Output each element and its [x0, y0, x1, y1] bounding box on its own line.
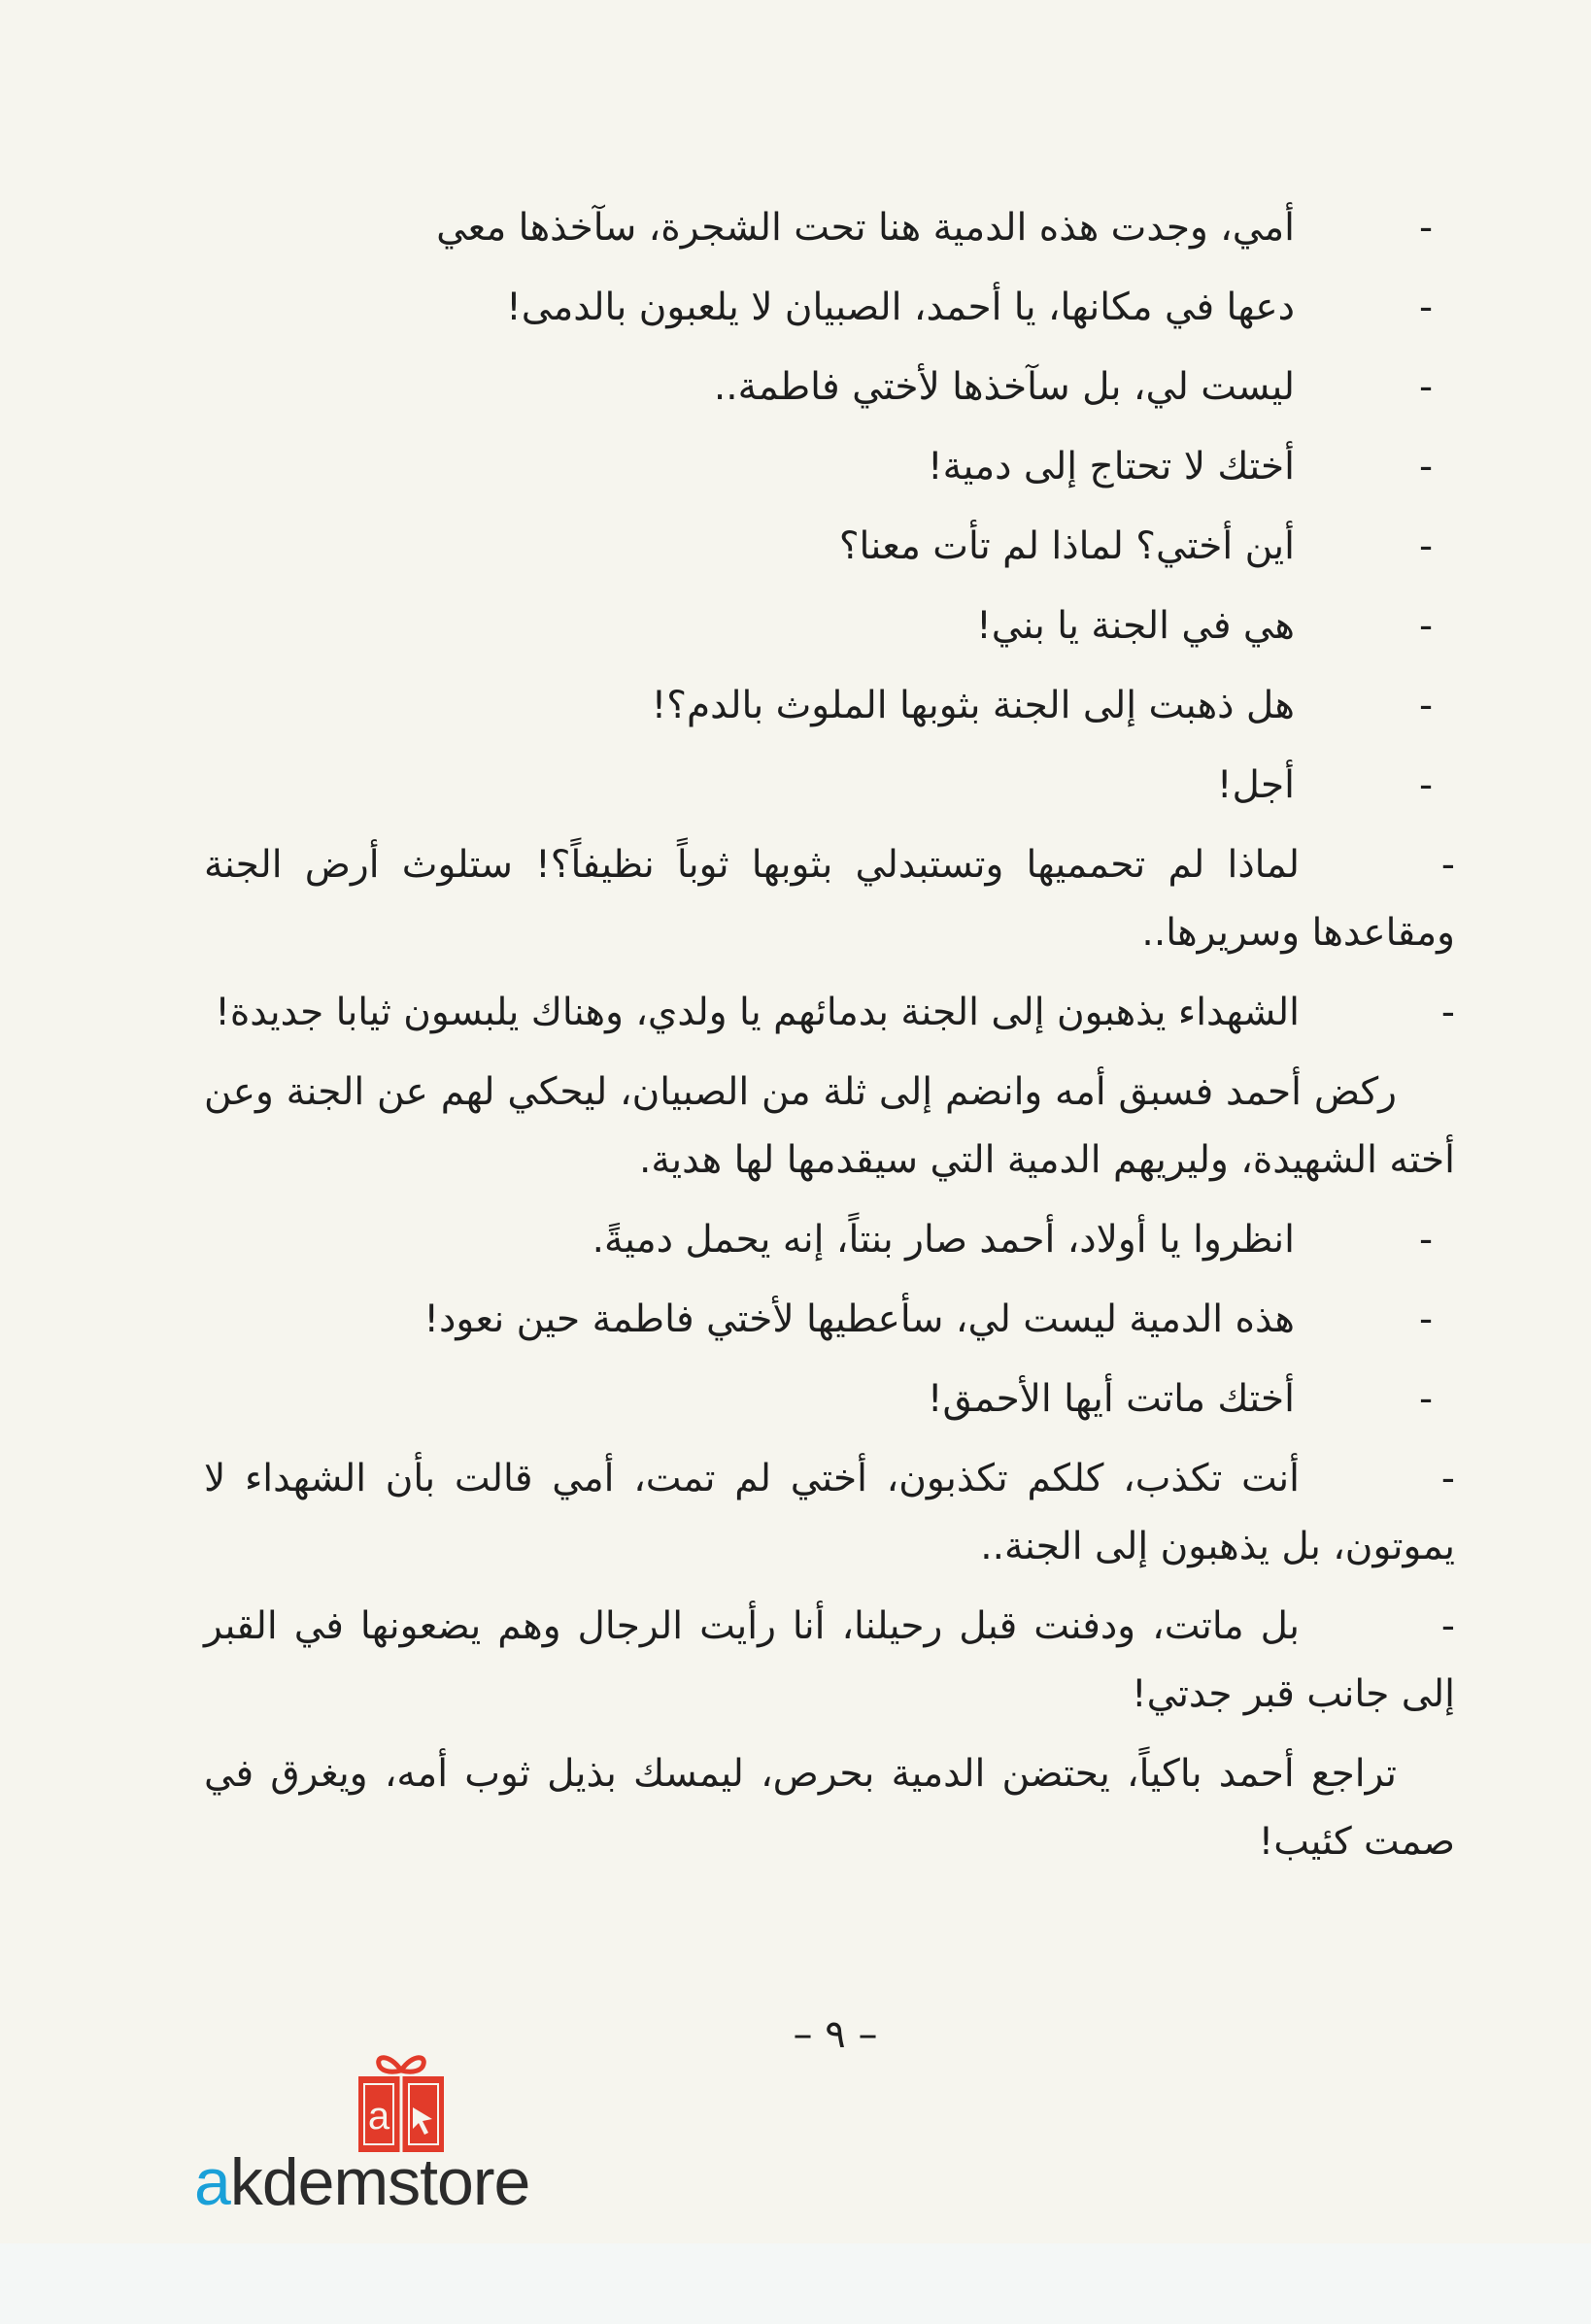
dialogue-line — [204, 752, 1455, 820]
dialogue-text: دعها في مكانها، يا أحمد، الصبيان لا يلعبون بالدمى! — [506, 286, 1295, 329]
dialogue-text: أمي، وجدت هذه الدمية هنا تحت الشجرة، سآخذها معي — [436, 206, 1295, 250]
dialogue-text: لماذا لم تحمميها وتستبدلي بثوبها ثوباً نظيفاً؟! ستلوث أرض الجنة ومقاعدها وسريرها.. — [204, 843, 1455, 955]
dialogue-line — [204, 194, 1455, 262]
dialogue-line — [204, 831, 1455, 967]
dialogue-text: أجل! — [1216, 763, 1295, 807]
logo-icon-letter: a — [367, 2095, 390, 2138]
dialogue-text: بل ماتت، ودفنت قبل رحيلنا، أنا رأيت الرجال وهم يضعونها في القبر إلى جانب قبر جدتي! — [204, 1604, 1455, 1716]
dialogue-dash: - — [1418, 524, 1434, 568]
dialogue-text: أنت تكذب، كلكم تكذبون، أختي لم تمت، أمي قالت بأن الشهداء لا يموتون، بل يذهبون إلى الجنة.. — [204, 1457, 1455, 1568]
dialogue-dash: - — [1418, 206, 1434, 250]
dialogue-text: ليست لي، بل سآخذها لأختي فاطمة.. — [713, 365, 1295, 409]
dialogue-text: هي في الجنة يا بني! — [976, 604, 1295, 648]
narration-paragraph: تراجع أحمد باكياً، يحتضن الدمية بحرص، ليمسك بذيل ثوب أمه، ويغرق في صمت كئيب! — [204, 1752, 1455, 1864]
narration-paragraph: ركض أحمد فسبق أمه وانضم إلى ثلة من الصبيان، ليحكي لهم عن الجنة وعن أخته الشهيدة، وليريهم الدمية التي سيقدمها لها هدية. — [204, 1070, 1455, 1182]
dialogue-text: أختك ماتت أيها الأحمق! — [927, 1377, 1295, 1421]
logo-wordmark-rest: kdemstore — [229, 2145, 530, 2219]
dialogue-dash: - — [1418, 1297, 1434, 1341]
dialogue-text: انظروا يا أولاد، أحمد صار بنتاً، إنه يحمل دميةً. — [592, 1218, 1295, 1262]
dialogue-text: هذه الدمية ليست لي، سأعطيها لأختي فاطمة حين نعود! — [423, 1297, 1295, 1341]
dialogue-dash: - — [1418, 286, 1434, 329]
dialogue-line — [204, 1206, 1455, 1274]
dialogue-line — [204, 592, 1455, 660]
dialogue-dash: - — [1418, 684, 1434, 727]
story-text — [204, 194, 1455, 1888]
gift-book-icon — [355, 2049, 448, 2156]
dialogue-text: أين أختي؟ لماذا لم تأت معنا؟ — [838, 524, 1295, 568]
dialogue-dash: - — [1440, 991, 1455, 1034]
logo-wordmark — [194, 2144, 612, 2220]
dialogue-dash: - — [1418, 365, 1434, 409]
dialogue-line — [204, 1445, 1455, 1581]
dialogue-line — [204, 513, 1455, 581]
dialogue-dash: - — [1418, 604, 1434, 648]
logo-wordmark-accent: a — [194, 2145, 230, 2219]
dialogue-text: الشهداء يذهبون إلى الجنة بدمائهم يا ولدي، وهناك يلبسون ثيابا جديدة! — [215, 991, 1300, 1034]
dialogue-line — [204, 672, 1455, 740]
dialogue-line — [204, 433, 1455, 501]
dialogue-line — [204, 354, 1455, 421]
dialogue-line — [204, 274, 1455, 342]
dialogue-line — [204, 979, 1455, 1047]
dialogue-text: هل ذهبت إلى الجنة بثوبها الملوث بالدم؟! — [651, 684, 1295, 727]
dialogue-dash: - — [1418, 1218, 1434, 1262]
dialogue-line — [204, 1365, 1455, 1433]
dialogue-dash: - — [1440, 843, 1455, 887]
store-logo — [194, 2039, 612, 2219]
dialogue-line — [204, 1286, 1455, 1354]
page-bottom-band — [0, 2243, 1591, 2324]
dialogue-line — [204, 1593, 1455, 1729]
dialogue-dash: - — [1440, 1604, 1455, 1648]
dialogue-dash: - — [1418, 445, 1434, 488]
dialogue-dash: - — [1418, 763, 1434, 807]
page-number: – ٩ – — [793, 2012, 878, 2057]
dialogue-dash: - — [1418, 1377, 1434, 1421]
dialogue-dash: - — [1440, 1457, 1455, 1500]
dialogue-text: أختك لا تحتاج إلى دمية! — [927, 445, 1295, 488]
